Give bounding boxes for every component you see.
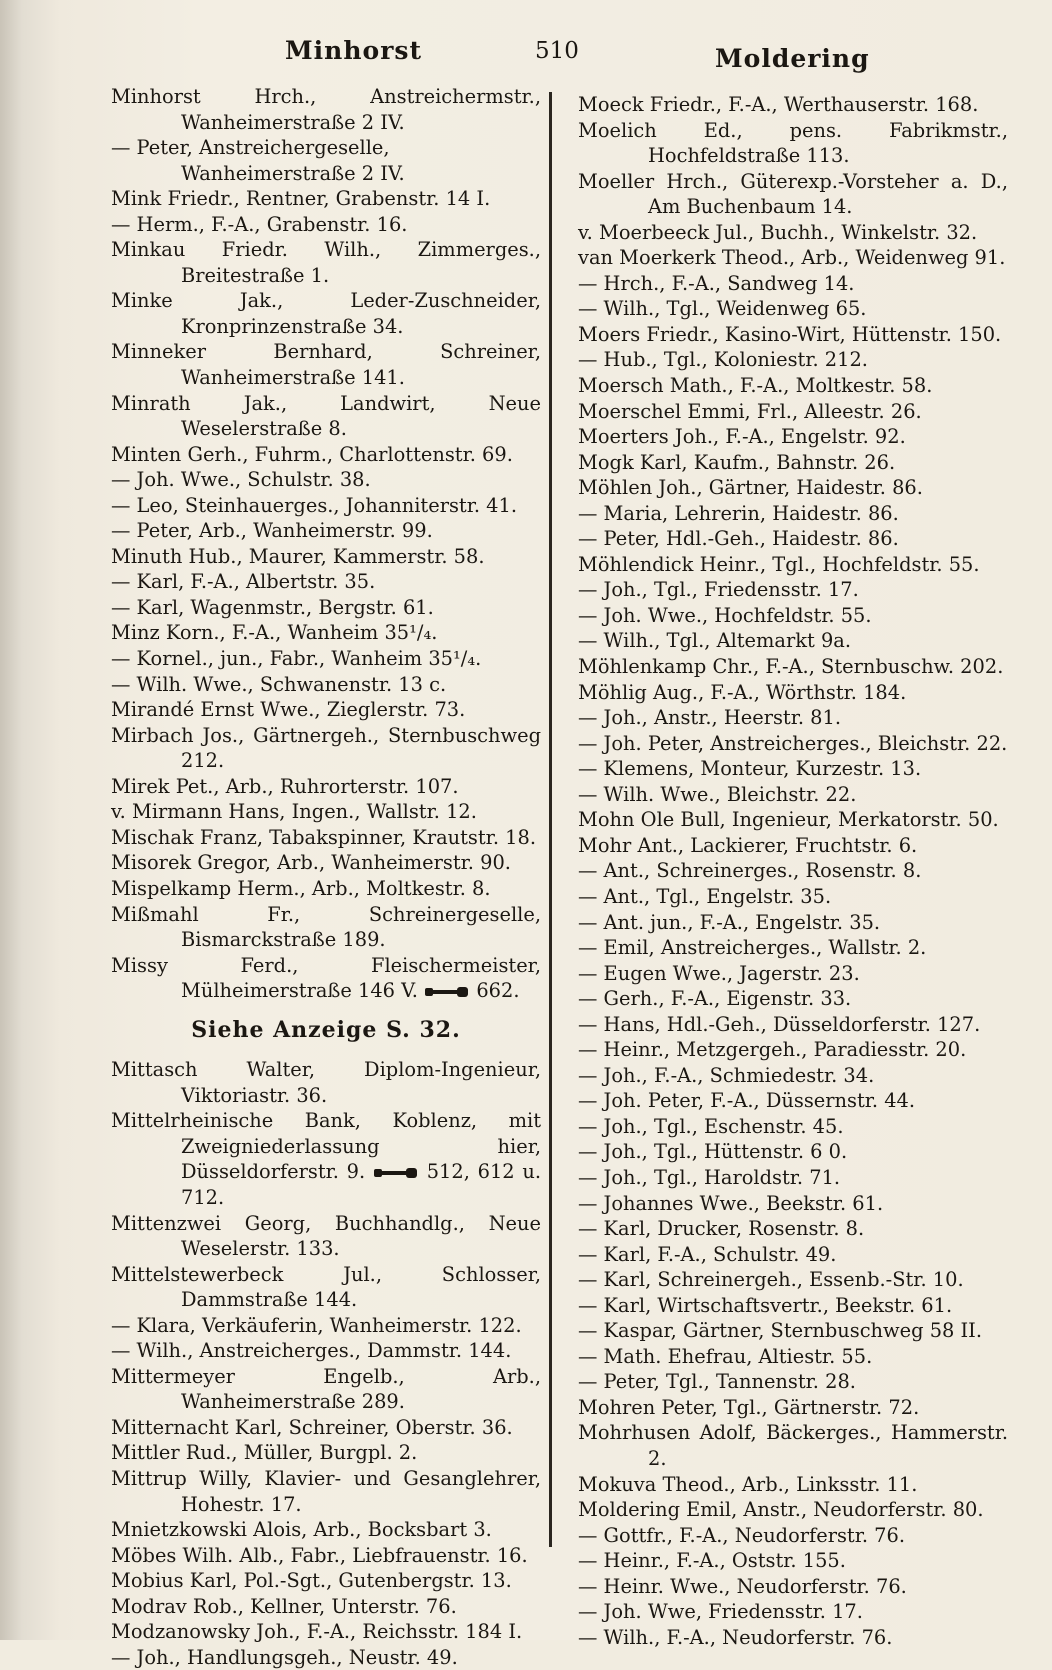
directory-entry bbox=[578, 271, 1008, 297]
entry-text: Missy Ferd., Fleischermeister, Mülheimerstraße 146 V. bbox=[111, 953, 541, 1003]
entry-text: — Joh., Tgl., Eschenstr. 45. bbox=[578, 1114, 844, 1138]
entry-text: Mittasch Walter, Diplom-Ingenieur, Viktoriastr. 36. bbox=[111, 1058, 541, 1107]
entry-text: — Wilh., Tgl., Weidenweg 65. bbox=[578, 297, 867, 321]
directory-entry bbox=[578, 1012, 1008, 1038]
entry-text: Moerters Joh., F.-A., Engelstr. 92. bbox=[578, 425, 906, 449]
entry-text: Mirbach Jos., Gärtnergeh., Sternbuschweg 212. bbox=[111, 723, 541, 773]
entry-text: Minz Korn., F.-A., Wanheim 35¹/₄. bbox=[111, 621, 438, 645]
entry-text: Minuth Hub., Maurer, Kammerstr. 58. bbox=[111, 544, 485, 568]
entry-text: v. Moerbeeck Jul., Buchh., Winkelstr. 32. bbox=[578, 220, 978, 244]
entry-text: — Klara, Verkäuferin, Wanheimerstr. 122. bbox=[111, 1313, 522, 1337]
entry-text: — Heinr. Wwe., Neudorferstr. 76. bbox=[578, 1574, 907, 1598]
entry-text: — Kaspar, Gärtner, Sternbuschweg 58 II. bbox=[578, 1319, 983, 1343]
entry-text: Möhlendick Heinr., Tgl., Hochfeldstr. 55. bbox=[578, 552, 980, 576]
entry-text: — Joh. Peter, F.-A., Düssernstr. 44. bbox=[578, 1089, 916, 1113]
telephone-icon bbox=[373, 1166, 419, 1180]
directory-entry bbox=[578, 1548, 1008, 1574]
entry-text: — Karl, Drucker, Rosenstr. 8. bbox=[578, 1217, 865, 1241]
directory-entry bbox=[578, 1420, 1008, 1471]
entry-text: — Klemens, Monteur, Kurzestr. 13. bbox=[578, 757, 922, 781]
directory-entry bbox=[578, 220, 1008, 246]
entry-text: — Joh. Wwe, Friedensstr. 17. bbox=[578, 1600, 863, 1624]
entry-text: Mnietzkowski Alois, Arb., Bocksbart 3. bbox=[111, 1518, 492, 1542]
entry-text: Mitternacht Karl, Schreiner, Oberstr. 36. bbox=[111, 1415, 513, 1439]
directory-entry bbox=[578, 169, 1008, 220]
telephone-icon bbox=[424, 985, 470, 999]
directory-entry bbox=[578, 1472, 1008, 1498]
directory-entry bbox=[578, 424, 1008, 450]
entry-text: — Wilh., Anstreicherges., Dammstr. 144. bbox=[111, 1339, 512, 1363]
directory-entry bbox=[578, 807, 1008, 833]
directory-entry bbox=[578, 296, 1008, 322]
directory-entry bbox=[111, 723, 541, 774]
directory-entry bbox=[111, 697, 541, 723]
directory-entry bbox=[111, 876, 541, 902]
entry-text: Möhlen Joh., Gärtner, Haidestr. 86. bbox=[578, 476, 923, 500]
directory-entry bbox=[111, 442, 541, 468]
directory-entry bbox=[578, 1395, 1008, 1421]
directory-entry bbox=[111, 339, 541, 390]
directory-entry bbox=[578, 1293, 1008, 1319]
directory-entry bbox=[111, 595, 541, 621]
entry-text: — Joh., Tgl., Haroldstr. 71. bbox=[578, 1165, 841, 1189]
directory-entry bbox=[578, 1139, 1008, 1165]
entry-text: Mittenzwei Georg, Buchhandlg., Neue Weselerstr. 133. bbox=[111, 1211, 541, 1261]
directory-entry bbox=[578, 1216, 1008, 1242]
entry-text: Mogk Karl, Kaufm., Bahnstr. 26. bbox=[578, 450, 896, 474]
directory-entry bbox=[578, 1088, 1008, 1114]
directory-entry bbox=[578, 475, 1008, 501]
entry-text: Moers Friedr., Kasino-Wirt, Hüttenstr. 150. bbox=[578, 322, 1002, 346]
directory-entry bbox=[578, 680, 1008, 706]
directory-entry bbox=[578, 450, 1008, 476]
directory-entry bbox=[111, 825, 541, 851]
directory-entry bbox=[111, 493, 541, 519]
advertisement-reference: Siehe Anzeige S. 32. bbox=[191, 1016, 461, 1043]
directory-entry bbox=[578, 782, 1008, 808]
directory-entry bbox=[578, 628, 1008, 654]
entry-text: — Kornel., jun., Fabr., Wanheim 35¹/₄. bbox=[111, 647, 482, 671]
directory-entry bbox=[578, 986, 1008, 1012]
entry-text: — Karl, F.-A., Schulstr. 49. bbox=[578, 1242, 837, 1266]
entry-text: — Karl, F.-A., Albertstr. 35. bbox=[111, 570, 376, 594]
directory-entry bbox=[111, 1543, 541, 1569]
entry-text: Minke Jak., Leder-Zuschneider, Kronprinzenstraße 34. bbox=[111, 289, 541, 338]
entry-text: — Joh., Handlungsgeh., Neustr. 49. bbox=[111, 1645, 458, 1669]
entry-text: — Eugen Wwe., Jagerstr. 23. bbox=[578, 961, 860, 985]
directory-entry bbox=[111, 237, 541, 288]
entry-text: — Joh., Anstr., Heerstr. 81. bbox=[578, 706, 842, 730]
phone-number: 512, 612 u. 712. bbox=[181, 1160, 542, 1209]
directory-entry bbox=[578, 92, 1008, 118]
page-number: 510 bbox=[535, 38, 579, 64]
directory-entry bbox=[578, 884, 1008, 910]
directory-entry bbox=[111, 186, 541, 212]
directory-entry bbox=[111, 518, 541, 544]
directory-entry bbox=[111, 1440, 541, 1466]
entry-text: Moerschel Emmi, Frl., Alleestr. 26. bbox=[578, 399, 922, 423]
directory-entry bbox=[111, 569, 541, 595]
entry-text: Mohn Ole Bull, Ingenieur, Merkatorstr. 50. bbox=[578, 808, 999, 832]
directory-entry bbox=[111, 84, 541, 135]
entry-text: — Math. Ehefrau, Altiestr. 55. bbox=[578, 1344, 873, 1368]
entry-text: Minhorst Hrch., Anstreichermstr., Wanheimerstraße 2 IV. bbox=[111, 85, 541, 134]
directory-entry bbox=[111, 672, 541, 698]
directory-entry bbox=[111, 1313, 541, 1339]
directory-entry bbox=[111, 135, 541, 186]
entry-text: — Herm., F.-A., Grabenstr. 16. bbox=[111, 212, 408, 236]
entry-text: — Peter, Arb., Wanheimerstr. 99. bbox=[111, 519, 433, 543]
entry-text: Mittelstewerbeck Jul., Schlosser, Dammstraße 144. bbox=[111, 1262, 541, 1312]
column-divider bbox=[549, 92, 552, 1547]
entry-text: — Joh., F.-A., Schmiedestr. 34. bbox=[578, 1063, 875, 1087]
directory-entry bbox=[578, 654, 1008, 680]
directory-entry bbox=[111, 288, 541, 339]
entry-text: Möbes Wilh. Alb., Fabr., Liebfrauenstr. 16. bbox=[111, 1543, 528, 1567]
entry-text: — Joh. Wwe., Schulstr. 38. bbox=[111, 468, 371, 492]
header-right-keyword: Moldering bbox=[715, 44, 870, 73]
entry-text: — Joh., Tgl., Hüttenstr. 6 0. bbox=[578, 1140, 848, 1164]
directory-entry bbox=[578, 1063, 1008, 1089]
directory-entry bbox=[578, 501, 1008, 527]
directory-entry bbox=[111, 620, 541, 646]
entry-text: — Heinr., F.-A., Oststr. 155. bbox=[578, 1549, 846, 1573]
directory-entry bbox=[111, 1211, 541, 1262]
entry-text: — Hrch., F.-A., Sandweg 14. bbox=[578, 271, 855, 295]
directory-entry bbox=[578, 347, 1008, 373]
entry-text: — Joh. Wwe., Hochfeldstr. 55. bbox=[578, 603, 872, 627]
directory-entry bbox=[111, 1262, 541, 1313]
entry-text: — Ant. jun., F.-A., Engelstr. 35. bbox=[578, 910, 881, 934]
directory-entry bbox=[578, 1574, 1008, 1600]
directory-entry bbox=[578, 961, 1008, 987]
directory-entry bbox=[111, 1594, 541, 1620]
entry-text: Mittelrheinische Bank, Koblenz, mit Zweigniederlassung hier, Düsseldorferstr. 9. bbox=[111, 1109, 541, 1184]
entry-text: — Gerh., F.-A., Eigenstr. 33. bbox=[578, 987, 852, 1011]
entry-text: — Ant., Tgl., Engelstr. 35. bbox=[578, 884, 832, 908]
directory-entry bbox=[578, 1267, 1008, 1293]
directory-entry bbox=[578, 245, 1008, 271]
directory-entry bbox=[578, 1625, 1008, 1651]
entry-text: Mischak Franz, Tabakspinner, Krautstr. 18. bbox=[111, 825, 536, 849]
entry-text: Minneker Bernhard, Schreiner, Wanheimerstraße 141. bbox=[111, 340, 541, 390]
directory-entry bbox=[111, 1645, 541, 1670]
directory-entry bbox=[578, 526, 1008, 552]
directory-entry bbox=[578, 833, 1008, 859]
entry-text: Mohr Ant., Lackierer, Fruchtstr. 6. bbox=[578, 833, 918, 857]
entry-text: Möhlenkamp Chr., F.-A., Sternbuschw. 202. bbox=[578, 655, 1004, 679]
entry-text: Moeller Hrch., Güterexp.-Vorsteher a. D., Am Buchenbaum 14. bbox=[578, 169, 1008, 219]
directory-entry bbox=[578, 731, 1008, 757]
entry-text: — Gottfr., F.-A., Neudorferstr. 76. bbox=[578, 1523, 906, 1547]
directory-entry bbox=[578, 858, 1008, 884]
entry-text: Moersch Math., F.-A., Moltkestr. 58. bbox=[578, 374, 933, 398]
directory-entry bbox=[578, 577, 1008, 603]
directory-entry bbox=[578, 935, 1008, 961]
directory-entry bbox=[111, 1568, 541, 1594]
directory-entry bbox=[578, 1191, 1008, 1217]
directory-entry bbox=[111, 646, 541, 672]
entry-text: — Peter, Tgl., Tannenstr. 28. bbox=[578, 1370, 856, 1394]
entry-text: — Peter, Anstreichergeselle, Wanheimerstraße 2 IV. bbox=[111, 136, 405, 185]
directory-entry bbox=[111, 1517, 541, 1543]
directory-entry bbox=[111, 1364, 541, 1415]
entry-text: Mittler Rud., Müller, Burgpl. 2. bbox=[111, 1441, 418, 1465]
entry-text: — Karl, Wirtschaftsvertr., Beekstr. 61. bbox=[578, 1293, 953, 1317]
directory-entry bbox=[578, 118, 1008, 169]
entry-text: — Wilh., Tgl., Altemarkt 9a. bbox=[578, 629, 852, 653]
directory-entry bbox=[111, 799, 541, 825]
directory-entry bbox=[578, 756, 1008, 782]
entry-text: — Hub., Tgl., Koloniestr. 212. bbox=[578, 348, 868, 372]
directory-entry bbox=[578, 1599, 1008, 1625]
entry-text: — Karl, Wagenmstr., Bergstr. 61. bbox=[111, 595, 434, 619]
directory-entry bbox=[578, 1114, 1008, 1140]
entry-text: — Maria, Lehrerin, Haidestr. 86. bbox=[578, 501, 899, 525]
entry-text: — Leo, Steinhauerges., Johanniterstr. 41. bbox=[111, 493, 518, 517]
phone-number: 662. bbox=[476, 979, 520, 1003]
directory-entry bbox=[111, 902, 541, 953]
entry-text: Mobius Karl, Pol.-Sgt., Gutenbergstr. 13. bbox=[111, 1569, 512, 1593]
directory-entry bbox=[578, 399, 1008, 425]
entry-text: — Emil, Anstreicherges., Wallstr. 2. bbox=[578, 936, 927, 960]
directory-entry bbox=[578, 705, 1008, 731]
entry-text: — Peter, Hdl.-Geh., Haidestr. 86. bbox=[578, 527, 899, 551]
directory-entry bbox=[111, 467, 541, 493]
entry-text: Modzanowsky Joh., F.-A., Reichsstr. 184 I. bbox=[111, 1620, 523, 1644]
entry-text: Minkau Friedr. Wilh., Zimmerges., Breitestraße 1. bbox=[111, 238, 541, 287]
entry-text: — Johannes Wwe., Beekstr. 61. bbox=[578, 1191, 884, 1215]
header-left-keyword: Minhorst bbox=[285, 36, 422, 65]
directory-entry bbox=[111, 953, 541, 1004]
directory-entry bbox=[111, 1466, 541, 1517]
entry-text: Moelich Ed., pens. Fabrikmstr., Hochfeldstraße 113. bbox=[578, 118, 1008, 168]
entry-text: Mißmahl Fr., Schreinergeselle, Bismarckstraße 189. bbox=[111, 902, 541, 952]
directory-entry bbox=[111, 212, 541, 238]
entry-text: Möhlig Aug., F.-A., Wörthstr. 184. bbox=[578, 680, 907, 704]
entry-text: Mohren Peter, Tgl., Gärtnerstr. 72. bbox=[578, 1395, 920, 1419]
entry-text: — Heinr., Metzgergeh., Paradiesstr. 20. bbox=[578, 1038, 967, 1062]
left-column bbox=[111, 84, 541, 1670]
entry-text: — Wilh., F.-A., Neudorferstr. 76. bbox=[578, 1625, 893, 1649]
entry-text: Mohrhusen Adolf, Bäckerges., Hammerstr. 2. bbox=[578, 1421, 1008, 1470]
entry-text: Moeck Friedr., F.-A., Werthauserstr. 168. bbox=[578, 93, 979, 116]
entry-text: — Wilh. Wwe., Schwanenstr. 13 c. bbox=[111, 672, 447, 696]
entry-text: Moldering Emil, Anstr., Neudorferstr. 80. bbox=[578, 1498, 984, 1522]
directory-entry bbox=[111, 1619, 541, 1645]
directory-entry bbox=[578, 552, 1008, 578]
directory-entry bbox=[111, 774, 541, 800]
entry-text: — Karl, Schreinergeh., Essenb.-Str. 10. bbox=[578, 1268, 964, 1292]
directory-entry bbox=[111, 1415, 541, 1441]
entry-text: Mink Friedr., Rentner, Grabenstr. 14 I. bbox=[111, 187, 491, 211]
entry-text: Modrav Rob., Kellner, Unterstr. 76. bbox=[111, 1594, 457, 1618]
entry-text: Mokuva Theod., Arb., Linksstr. 11. bbox=[578, 1472, 918, 1496]
entry-text: — Wilh. Wwe., Bleichstr. 22. bbox=[578, 782, 857, 806]
entry-text: Mittermeyer Engelb., Arb., Wanheimerstraße 289. bbox=[111, 1364, 541, 1414]
directory-entry bbox=[111, 544, 541, 570]
entry-text: Mittrup Willy, Klavier- und Gesanglehrer, Hohestr. 17. bbox=[111, 1466, 541, 1516]
directory-entry bbox=[111, 1338, 541, 1364]
directory-entry bbox=[111, 1108, 541, 1210]
directory-entry bbox=[578, 1344, 1008, 1370]
entry-text: — Ant., Schreinerges., Rosenstr. 8. bbox=[578, 859, 922, 883]
directory-entry bbox=[111, 850, 541, 876]
entry-text: v. Mirmann Hans, Ingen., Wallstr. 12. bbox=[111, 800, 477, 824]
directory-entry bbox=[578, 322, 1008, 348]
entry-text: Mirek Pet., Arb., Ruhrorterstr. 107. bbox=[111, 774, 459, 798]
directory-entry bbox=[578, 1497, 1008, 1523]
entry-text: van Moerkerk Theod., Arb., Weidenweg 91. bbox=[578, 246, 1006, 270]
entry-text: — Joh., Tgl., Friedensstr. 17. bbox=[578, 578, 859, 602]
directory-entry bbox=[578, 1165, 1008, 1191]
directory-entry bbox=[578, 373, 1008, 399]
entry-text: — Hans, Hdl.-Geh., Düsseldorferstr. 127. bbox=[578, 1012, 981, 1036]
directory-entry bbox=[578, 1523, 1008, 1549]
entry-text: Misorek Gregor, Arb., Wanheimerstr. 90. bbox=[111, 851, 511, 875]
directory-entry bbox=[578, 603, 1008, 629]
right-column bbox=[578, 92, 1008, 1650]
page-header bbox=[0, 36, 1052, 76]
entry-text: Mispelkamp Herm., Arb., Moltkestr. 8. bbox=[111, 876, 491, 900]
directory-entry bbox=[578, 1037, 1008, 1063]
directory-entry bbox=[578, 1242, 1008, 1268]
directory-entry bbox=[111, 391, 541, 442]
directory-entry bbox=[578, 1369, 1008, 1395]
entry-text: — Joh. Peter, Anstreicherges., Bleichstr. 22. bbox=[578, 731, 1008, 755]
entry-text: Mirandé Ernst Wwe., Zieglerstr. 73. bbox=[111, 698, 466, 722]
directory-entry bbox=[111, 1057, 541, 1108]
entry-text: Minrath Jak., Landwirt, Neue Weselerstraße 8. bbox=[111, 391, 541, 441]
directory-entry bbox=[578, 1318, 1008, 1344]
entry-text: Minten Gerh., Fuhrm., Charlottenstr. 69. bbox=[111, 442, 513, 466]
directory-entry bbox=[578, 910, 1008, 936]
